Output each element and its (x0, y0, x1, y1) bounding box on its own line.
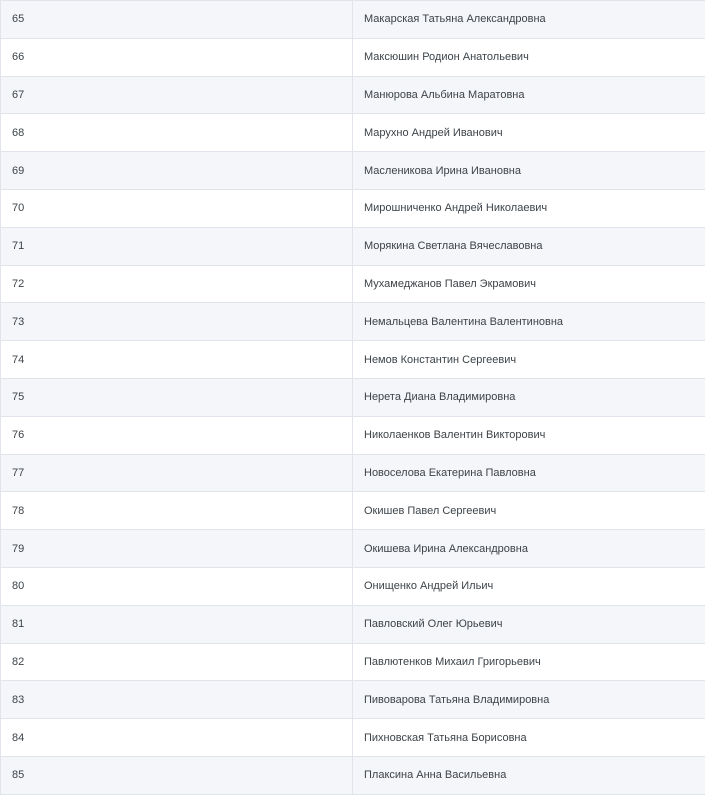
row-number-cell: 73 (1, 303, 353, 341)
full-name-cell: Марухно Андрей Иванович (353, 114, 705, 152)
full-name-cell: Павловский Олег Юрьевич (353, 605, 705, 643)
row-number-cell: 78 (1, 492, 353, 530)
full-name-cell: Мухамеджанов Павел Экрамович (353, 265, 705, 303)
row-number-cell: 68 (1, 114, 353, 152)
full-name-cell: Немов Константин Сергеевич (353, 341, 705, 379)
table-row (1, 152, 705, 190)
table-row (1, 681, 705, 719)
full-name-cell: Плаксина Анна Васильевна (353, 756, 705, 794)
table-row (1, 416, 705, 454)
full-name-cell: Окишева Ирина Александровна (353, 530, 705, 568)
row-number-cell: 75 (1, 378, 353, 416)
row-number-cell: 69 (1, 152, 353, 190)
table-row (1, 341, 705, 379)
row-number-cell: 66 (1, 38, 353, 76)
full-name-cell: Онищенко Андрей Ильич (353, 567, 705, 605)
table-row (1, 454, 705, 492)
table-row (1, 567, 705, 605)
row-number-cell: 77 (1, 454, 353, 492)
table-row (1, 265, 705, 303)
full-name-cell: Масленикова Ирина Ивановна (353, 152, 705, 190)
row-number-cell: 67 (1, 76, 353, 114)
full-name-cell: Окишев Павел Сергеевич (353, 492, 705, 530)
full-name-cell: Немальцева Валентина Валентиновна (353, 303, 705, 341)
table-row (1, 303, 705, 341)
full-name-cell: Мирошниченко Андрей Николаевич (353, 189, 705, 227)
full-name-cell: Манюрова Альбина Маратовна (353, 76, 705, 114)
row-number-cell: 83 (1, 681, 353, 719)
full-name-cell: Максюшин Родион Анатольевич (353, 38, 705, 76)
table-row (1, 530, 705, 568)
row-number-cell: 72 (1, 265, 353, 303)
full-name-cell: Павлютенков Михаил Григорьевич (353, 643, 705, 681)
table-row (1, 492, 705, 530)
row-number-cell: 85 (1, 756, 353, 794)
row-number-cell: 71 (1, 227, 353, 265)
table-body (1, 1, 705, 795)
row-number-cell: 80 (1, 567, 353, 605)
table-row (1, 76, 705, 114)
row-number-cell: 70 (1, 189, 353, 227)
full-name-cell: Макарская Татьяна Александровна (353, 1, 705, 39)
table-row (1, 114, 705, 152)
full-name-cell: Николаенков Валентин Викторович (353, 416, 705, 454)
row-number-cell: 65 (1, 1, 353, 39)
table-row (1, 643, 705, 681)
row-number-cell: 76 (1, 416, 353, 454)
table-row (1, 719, 705, 757)
full-name-cell: Пихновская Татьяна Борисовна (353, 719, 705, 757)
table-row (1, 38, 705, 76)
table-row (1, 605, 705, 643)
full-name-cell: Новоселова Екатерина Павловна (353, 454, 705, 492)
row-number-cell: 81 (1, 605, 353, 643)
full-name-cell: Пивоварова Татьяна Владимировна (353, 681, 705, 719)
table-row (1, 189, 705, 227)
table-row (1, 227, 705, 265)
table-row (1, 378, 705, 416)
row-number-cell: 74 (1, 341, 353, 379)
row-number-cell: 79 (1, 530, 353, 568)
table-row (1, 1, 705, 39)
row-number-cell: 84 (1, 719, 353, 757)
full-name-cell: Нерета Диана Владимировна (353, 378, 705, 416)
row-number-cell: 82 (1, 643, 353, 681)
full-name-cell: Морякина Светлана Вячеславовна (353, 227, 705, 265)
table-row (1, 756, 705, 794)
